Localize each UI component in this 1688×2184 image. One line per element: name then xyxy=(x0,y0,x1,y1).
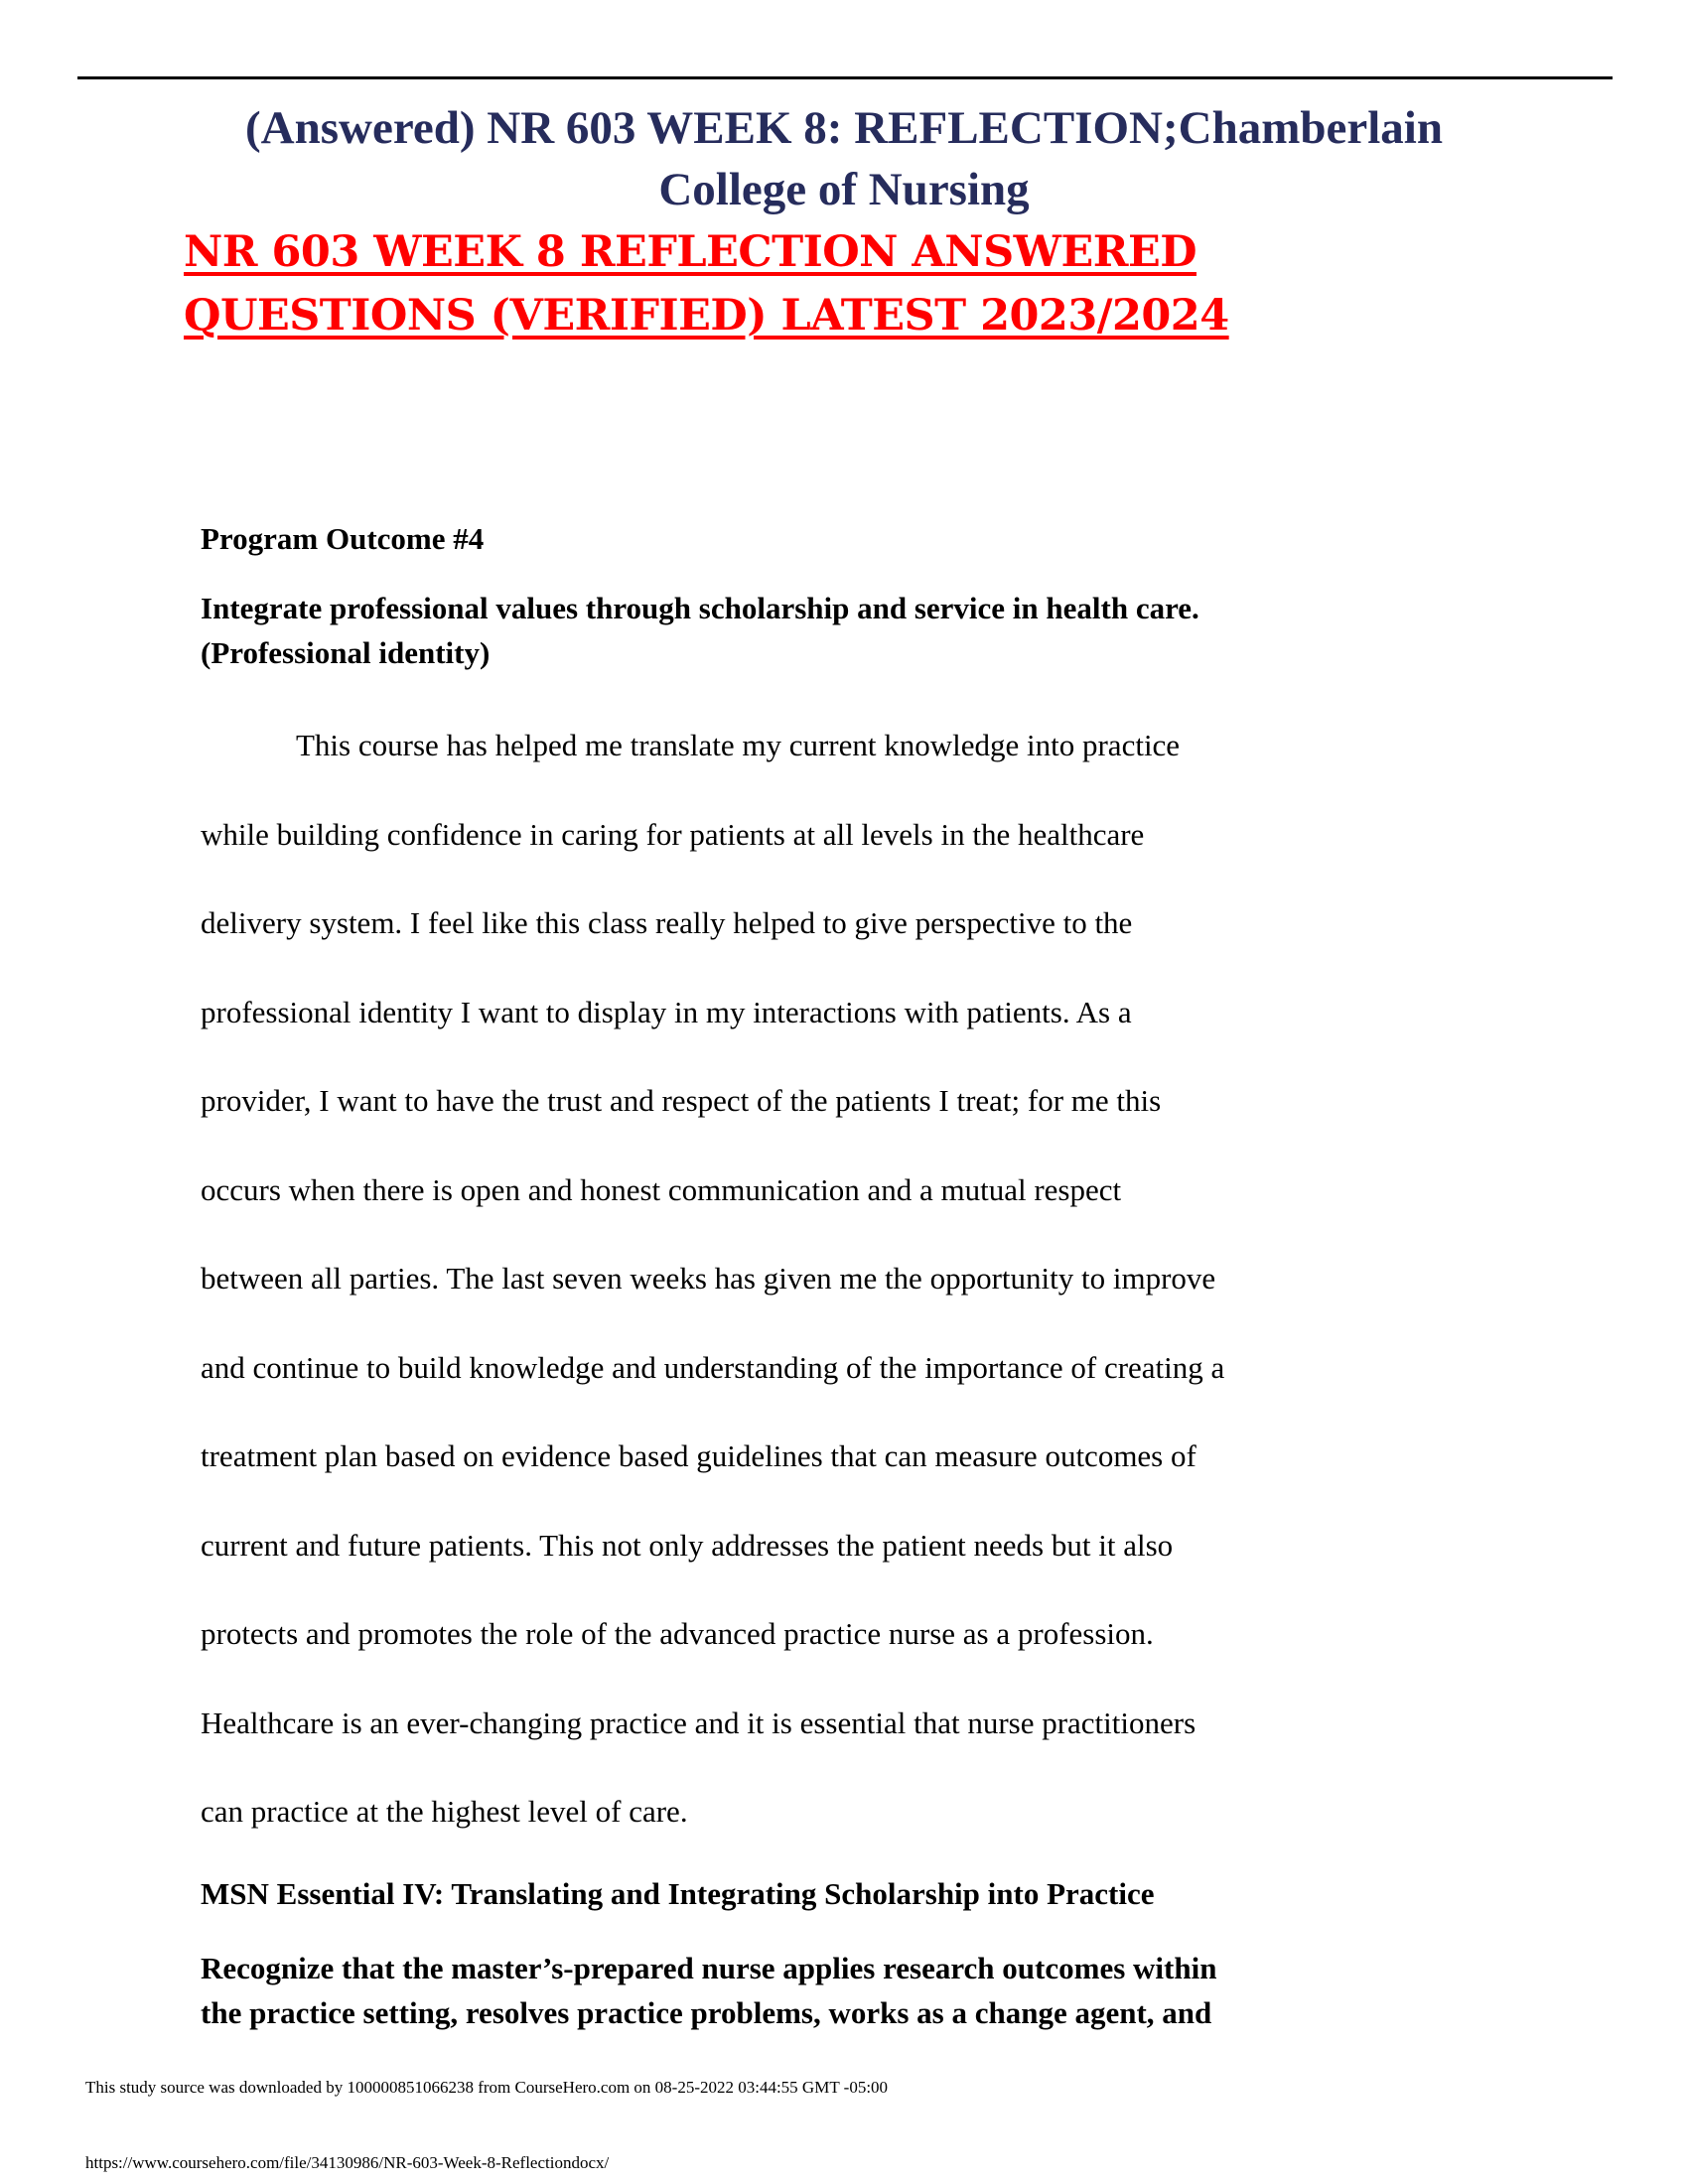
document-title-line-2: College of Nursing xyxy=(658,164,1030,215)
download-source-notice: This study source was downloaded by 100000851066238 from CourseHero.com on 08-25-2022 03:44:55 GMT -05:00 xyxy=(85,2078,889,2097)
document-title xyxy=(179,97,1509,220)
source-url[interactable]: https://www.coursehero.com/file/34130986/NR-603-Week-8-Reflectiondocx/ xyxy=(85,2153,610,2172)
red-promo-heading xyxy=(184,220,1475,347)
header-rule xyxy=(77,76,1613,79)
reflection-line: delivery system. I feel like this class really helped to give perspective to the xyxy=(201,905,1133,940)
msn-essential-statement-line: the practice setting, resolves practice problems, works as a change agent, and xyxy=(201,1995,1212,2030)
red-heading-line-1: NR 603 WEEK 8 REFLECTION ANSWERED xyxy=(184,227,1197,277)
program-outcome-statement-line: Integrate professional values through scholarship and service in health care. xyxy=(201,591,1199,625)
reflection-line: professional identity I want to display in my interactions with patients. As a xyxy=(201,994,1132,1029)
reflection-line: between all parties. The last seven weeks has given me the opportunity to improve xyxy=(201,1261,1216,1296)
reflection-line: treatment plan based on evidence based guidelines that can measure outcomes of xyxy=(201,1438,1196,1473)
msn-essential-statement-line: Recognize that the master’s-prepared nurse applies research outcomes within xyxy=(201,1951,1217,1985)
msn-essential-heading: MSN Essential IV: Translating and Integrating Scholarship into Practice xyxy=(201,1876,1155,1911)
msn-essential-statement xyxy=(201,1946,1551,2035)
reflection-line: occurs when there is open and honest communication and a mutual respect xyxy=(201,1171,1122,1207)
reflection-line: provider, I want to have the trust and respect of the patients I treat; for me this xyxy=(201,1083,1162,1118)
reflection-line: while building confidence in caring for patients at all levels in the healthcare xyxy=(201,816,1145,852)
program-outcome-label: Program Outcome #4 xyxy=(201,521,485,556)
document-title-line-1: (Answered) NR 603 WEEK 8: REFLECTION;Chamberlain xyxy=(245,102,1443,154)
program-outcome-statement-line: (Professional identity) xyxy=(201,635,491,670)
reflection-line: current and future patients. This not only addresses the patient needs but it also xyxy=(201,1527,1174,1563)
reflection-line: can practice at the highest level of care. xyxy=(201,1794,688,1829)
reflection-paragraph xyxy=(201,701,1511,1856)
program-outcome-statement xyxy=(201,586,1541,675)
reflection-line: protects and promotes the role of the advanced practice nurse as a profession. xyxy=(201,1616,1154,1651)
reflection-line: Healthcare is an ever-changing practice and it is essential that nurse practitioners xyxy=(201,1705,1196,1740)
reflection-line: and continue to build knowledge and understanding of the importance of creating a xyxy=(201,1349,1225,1385)
red-heading-line-2: QUESTIONS (VERIFIED) LATEST 2023/2024 xyxy=(184,291,1229,341)
reflection-line: This course has helped me translate my current knowledge into practice xyxy=(296,728,1181,762)
